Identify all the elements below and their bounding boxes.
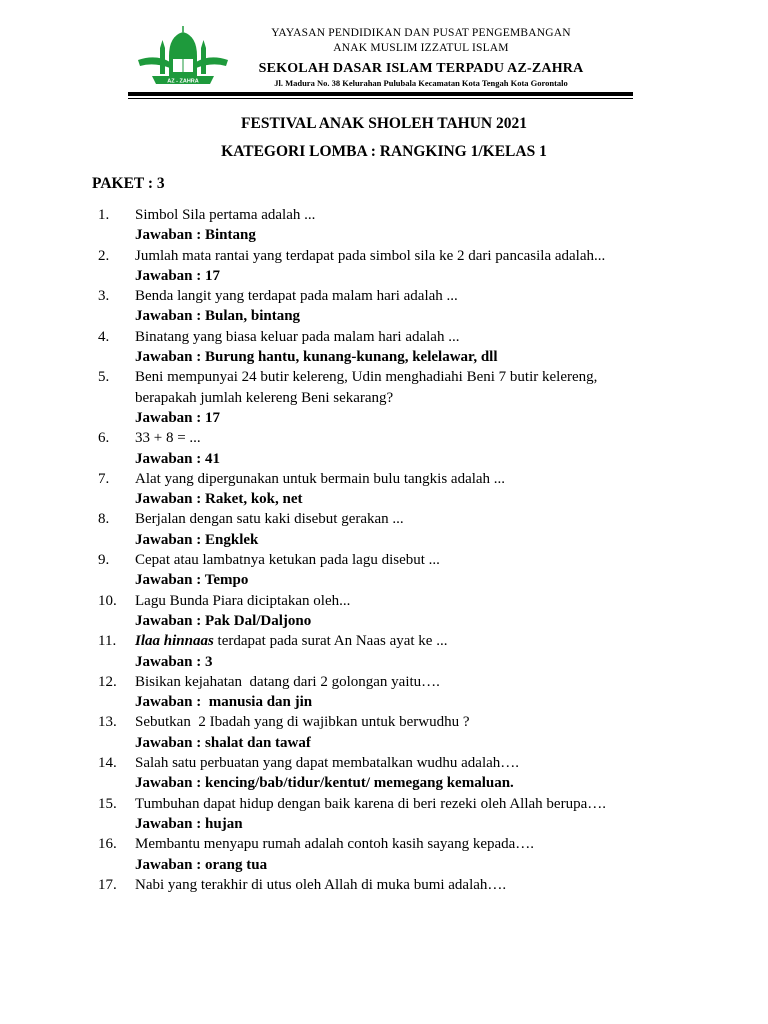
school-address: Jl. Madura No. 38 Kelurahan Pulubala Kecamatan Kota Tengah Kota Gorontalo [274, 78, 568, 88]
school-name: SEKOLAH DASAR ISLAM TERPADU AZ-ZAHRA [258, 61, 584, 76]
item-number: 16. [98, 836, 117, 853]
answer-text: Jawaban : orang tua [135, 856, 268, 873]
question-text: Jumlah mata rantai yang terdapat pada simbol sila ke 2 dari pancasila adalah... [135, 247, 606, 264]
logo-text: AZ - ZAHRA [167, 78, 199, 85]
paket-label: PAKET : 3 [92, 175, 165, 192]
list-item [92, 286, 678, 327]
item-number: 14. [98, 755, 117, 772]
question-text: Simbol Sila pertama adalah ... [135, 207, 316, 223]
answer-text: Jawaban : hujan [135, 815, 243, 832]
answer-text: Jawaban : Raket, kok, net [135, 491, 303, 508]
list-item [92, 712, 678, 753]
list-item [92, 794, 678, 835]
question-text: Berjalan dengan satu kaki disebut gerakan ... [135, 511, 404, 528]
org-name-line2: ANAK MUSLIM IZZATUL ISLAM [333, 42, 509, 54]
item-number: 4. [98, 328, 110, 345]
question-list [92, 205, 678, 895]
list-item [92, 550, 678, 591]
question-text: Beni mempunyai 24 butir kelereng, Udin menghadiahi Beni 7 butir kelereng, berapakah jumlah kelereng Beni sekarang? [135, 369, 598, 406]
answer-text: Jawaban : 17 [135, 409, 221, 426]
list-item [92, 246, 678, 287]
answer-text: Jawaban : 41 [135, 450, 221, 467]
question-rest: terdapat pada surat An Naas ayat ke ... [213, 633, 448, 650]
question-text: Cepat atau lambatnya ketukan pada lagu disebut ... [135, 552, 440, 569]
question-text: Membantu menyapu rumah adalah contoh kasih sayang kepada…. [135, 836, 535, 853]
letterhead-divider [128, 92, 633, 96]
item-number: 2. [98, 247, 110, 264]
list-item [92, 428, 678, 469]
arabic-phrase: Ilaa hinnaas [135, 633, 214, 650]
item-number: 10. [98, 592, 117, 609]
category-heading: KATEGORI LOMBA : RANGKING 1/KELAS 1 [221, 143, 547, 160]
answer-text: Jawaban : Pak Dal/Daljono [135, 612, 312, 629]
question-text: Binatang yang biasa keluar pada malam hari adalah ... [135, 328, 460, 345]
answer-text: Jawaban : 3 [135, 653, 213, 670]
question-text: Nabi yang terakhir di utus oleh Allah di muka bumi adalah…. [135, 876, 507, 893]
answer-text: Jawaban : Bulan, bintang [135, 308, 301, 325]
answer-text: Jawaban : manusia dan jin [135, 694, 313, 711]
question-text: Tumbuhan dapat hidup dengan baik karena di beri rezeki oleh Allah berupa…. [135, 795, 606, 812]
question-text: Benda langit yang terdapat pada malam hari adalah ... [135, 288, 458, 305]
item-number: 17. [98, 876, 117, 893]
item-number: 13. [98, 714, 117, 731]
question-text: Alat yang dipergunakan untuk bermain bulu tangkis adalah ... [135, 470, 506, 487]
list-item [92, 591, 678, 632]
answer-text: Jawaban : shalat dan tawaf [135, 734, 311, 751]
item-number: 7. [98, 470, 110, 487]
item-number: 3. [98, 288, 110, 305]
answer-text: Jawaban : Bintang [135, 227, 256, 244]
list-item [92, 834, 678, 875]
list-item [92, 875, 678, 895]
question-text: Sebutkan 2 Ibadah yang di wajibkan untuk berwudhu ? [135, 714, 470, 731]
answer-text: Jawaban : kencing/bab/tidur/kentut/ memegang kemaluan. [135, 775, 514, 792]
item-number: 11. [98, 633, 117, 650]
list-item [92, 672, 678, 713]
answer-text: Jawaban : Burung hantu, kunang-kunang, kelelawar, dll [135, 349, 498, 366]
list-item [92, 367, 678, 428]
document-title: FESTIVAL ANAK SHOLEH TAHUN 2021 [241, 115, 527, 132]
list-item [92, 509, 678, 550]
list-item [92, 753, 678, 794]
question-text: Lagu Bunda Piara diciptakan oleh... [135, 592, 351, 609]
question-text: Bisikan kejahatan datang dari 2 golongan yaitu…. [135, 673, 440, 690]
question-text: Salah satu perbuatan yang dapat membatalkan wudhu adalah…. [135, 755, 520, 772]
list-item [92, 631, 678, 672]
item-number: 1. [98, 207, 110, 223]
answer-text: Jawaban : Tempo [135, 572, 249, 589]
list-item [92, 205, 678, 246]
answer-text: Jawaban : Engklek [135, 531, 259, 548]
school-logo [136, 26, 230, 92]
item-number: 8. [98, 511, 110, 528]
item-number: 15. [98, 795, 117, 812]
item-number: 12. [98, 673, 117, 690]
item-number: 9. [98, 552, 110, 569]
letterhead-divider-thin [128, 98, 633, 99]
item-number: 5. [98, 369, 110, 386]
org-name-line1: YAYASAN PENDIDIKAN DAN PUSAT PENGEMBANGAN [271, 27, 571, 39]
list-item [92, 469, 678, 510]
question-text: 33 + 8 = ... [135, 430, 201, 447]
answer-text: Jawaban : 17 [135, 267, 221, 284]
question-text [135, 631, 678, 651]
list-item [92, 327, 678, 368]
item-number: 6. [98, 430, 110, 447]
